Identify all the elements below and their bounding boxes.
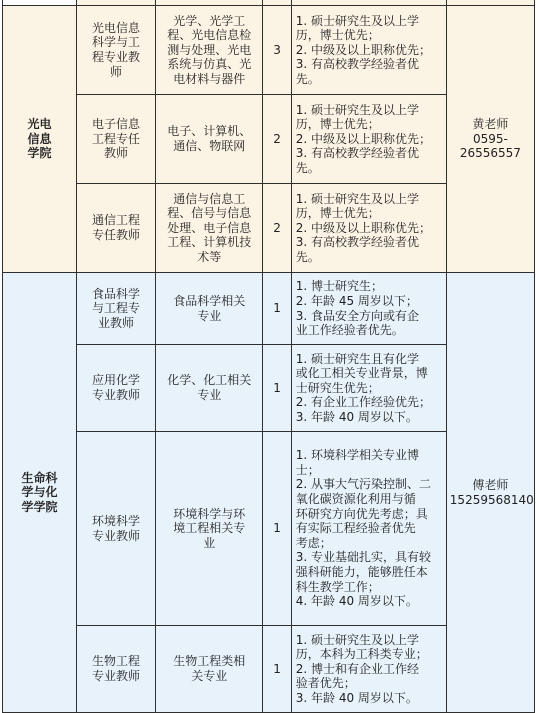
hiring-count: 3 [263,6,291,95]
qualification-list: 1. 硕士研究生及以上学 历，博士优先； 2. 中级及以上职称优先； 3. 有高校教学经验者优 先。 [291,184,446,273]
hiring-count: 1 [263,345,291,432]
qualification-list: 1. 硕士研究生且有化学 或化工相关专业背景，博 士研究生优先； 2. 有企业工作经验优先； 3. 年龄 40 周岁以下。 [291,345,446,432]
table-row [3,6,535,95]
position-name: 电子信息 工程专任 教师 [76,95,155,184]
qualification-list: 1. 硕士研究生及以上学 历，博士优先； 2. 中级及以上职称优先； 3. 有高校教学经验者优 先。 [291,6,446,95]
major-requirement: 食品科学相关 专业 [156,273,263,345]
position-name: 生物工程 专业教师 [76,626,155,713]
college-name: 生命科 学与化 学学院 [3,273,77,713]
college-name: 光电 信息 学院 [3,6,77,273]
position-name: 应用化学 专业教师 [76,345,155,432]
major-requirement: 通信与信息工 程、信号与信息 处理、电子信息 工程、计算机技 术等 [156,184,263,273]
position-name: 通信工程 专任教师 [76,184,155,273]
contact-info: 黄老师 0595- 26556557 [446,6,534,273]
hiring-count: 1 [263,273,291,345]
qualification-list: 1. 硕士研究生及以上学 历，本科为工科类专业； 2. 博士和有企业工作经 验者优先； 3. 年龄 40 周岁以下。 [291,626,446,713]
hiring-count: 1 [263,626,291,713]
major-requirement: 环境科学与环 境工程相关专 业 [156,432,263,626]
major-requirement: 化学、化工相关 专业 [156,345,263,432]
major-requirement: 电子、计算机、 通信、物联网 [156,95,263,184]
recruitment-table [2,0,535,713]
qualification-list: 1. 环境科学相关专业博 士； 2. 从事大气污染控制、二 氧化碳资源化利用与循 环研究方向优先考虑；具 有实际工程经验者优先 考虑； 3. 专业基础扎实，具有较 强科研能力，能够胜任本 科生教学工作； 4. 年龄 40 周岁以下。 [291,432,446,626]
table-row [3,273,535,345]
hiring-count: 2 [263,184,291,273]
contact-info: 傅老师 15259568140 [446,273,534,713]
major-requirement: 光学、光学工 程、光电信息检 测与处理、光电 系统与仿真、光 电材料与器件 [156,6,263,95]
position-name: 食品科学 与工程专 业教师 [76,273,155,345]
hiring-count: 2 [263,95,291,184]
hiring-count: 1 [263,432,291,626]
qualification-list: 1. 硕士研究生及以上学 历，博士优先； 2. 中级及以上职称优先； 3. 有高校教学经验者优 先。 [291,95,446,184]
major-requirement: 生物工程类相 关专业 [156,626,263,713]
qualification-list: 1. 博士研究生； 2. 年龄 45 周岁以下； 3. 食品安全方向或有企 业工作经验者优先。 [291,273,446,345]
position-name: 光电信息 科学与工 程专业教 师 [76,6,155,95]
position-name: 环境科学 专业教师 [76,432,155,626]
